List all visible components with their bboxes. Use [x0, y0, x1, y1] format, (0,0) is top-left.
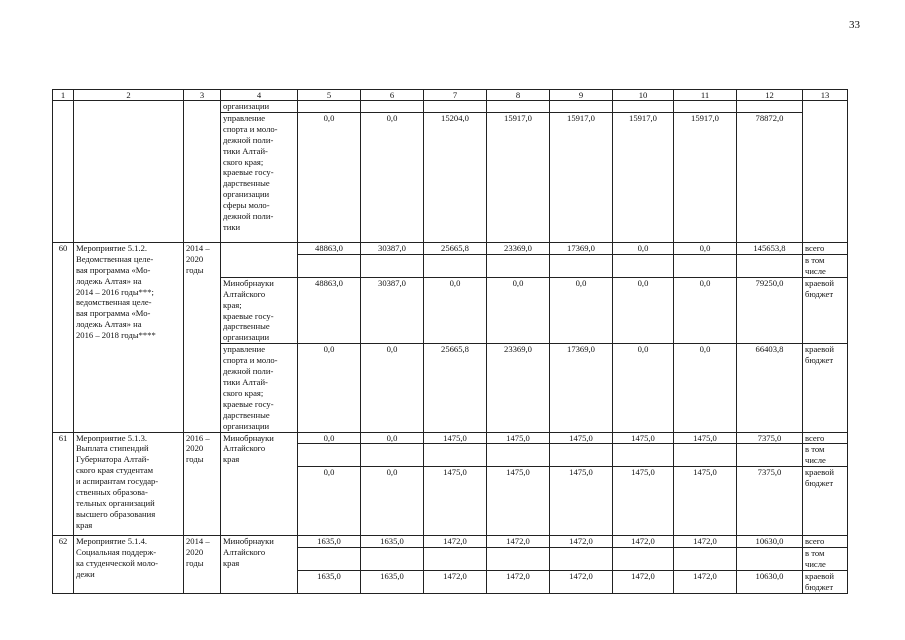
cont-empty-8	[487, 101, 550, 113]
cont-title	[74, 101, 184, 243]
cont-empty-11	[674, 101, 737, 113]
row-61-total-col8: 1475,0	[487, 432, 550, 444]
row-61-total-col7: 1475,0	[424, 432, 487, 444]
row-62-incl-empty-7	[424, 548, 487, 571]
cont-col5: 0,0	[298, 112, 361, 242]
row-61-budget-col8: 1475,0	[487, 467, 550, 536]
row-61-incl-empty-11	[674, 444, 737, 467]
cont-col8: 15917,0	[487, 112, 550, 242]
cont-empty-12	[737, 101, 803, 113]
row-61-num: 61	[53, 432, 74, 536]
row-62-title: Мероприятие 5.1.4. Социальная поддерж- ка студенческой моло- дежи	[74, 536, 184, 594]
header-col-1: 1	[53, 90, 74, 101]
cont-empty-7	[424, 101, 487, 113]
row-60-exec-blank	[221, 242, 298, 277]
row-61-incl-empty-12	[737, 444, 803, 467]
cont-num	[53, 101, 74, 243]
row-61-total-col5: 0,0	[298, 432, 361, 444]
row-60-sub-1-col5: 48863,0	[298, 277, 361, 343]
row-61-incl-empty-10	[613, 444, 674, 467]
row-62-incl-empty-10	[613, 548, 674, 571]
row-61-total-col10: 1475,0	[613, 432, 674, 444]
row-61-incl-empty-6	[361, 444, 424, 467]
row-61-budget-col6: 0,0	[361, 467, 424, 536]
row-62-incl-empty-5	[298, 548, 361, 571]
row-60-sub-2-col5: 0,0	[298, 344, 361, 432]
header-col-3: 3	[184, 90, 221, 101]
row-60-title: Мероприятие 5.1.2. Ведомственная целе- вая программа «Мо- лодежь Алтая» на 2014 – 2016 годы***; ведомственная целе- вая программа «Мо- лодежь Алтая» на 2016 – 2018 годы****	[74, 242, 184, 432]
header-col-4: 4	[221, 90, 298, 101]
row-60-sub-2-col12: 66403,8	[737, 344, 803, 432]
row-60-total-label: всего	[803, 242, 848, 254]
row-62-budget-col9: 1472,0	[550, 571, 613, 594]
row-60-incl-empty-5	[298, 254, 361, 277]
row-62-total-label: всего	[803, 536, 848, 548]
row-60-sub-2-col9: 17369,0	[550, 344, 613, 432]
header-col-10: 10	[613, 90, 674, 101]
row-62-incl-empty-6	[361, 548, 424, 571]
row-62-incl-label: в том числе	[803, 548, 848, 571]
cont-col13	[803, 101, 848, 243]
row-62-budget-col12: 10630,0	[737, 571, 803, 594]
cont-col12: 78872,0	[737, 112, 803, 242]
row-61-budget-col7: 1475,0	[424, 467, 487, 536]
row-60-total-col11: 0,0	[674, 242, 737, 254]
row-61-total-col9: 1475,0	[550, 432, 613, 444]
row-62-total-col10: 1472,0	[613, 536, 674, 548]
cont-row-label	[53, 101, 848, 113]
row-61-incl-empty-8	[487, 444, 550, 467]
row-60-incl-empty-6	[361, 254, 424, 277]
cont-years	[184, 101, 221, 243]
row-62-total-col9: 1472,0	[550, 536, 613, 548]
row-60-total	[53, 242, 848, 254]
budget-table	[52, 89, 848, 594]
row-60-sub-2-col6: 0,0	[361, 344, 424, 432]
row-60-incl-empty-7	[424, 254, 487, 277]
row-62-total-col12: 10630,0	[737, 536, 803, 548]
row-60-sub-2-col8: 23369,0	[487, 344, 550, 432]
row-62-incl-empty-12	[737, 548, 803, 571]
row-60-incl-label: в том числе	[803, 254, 848, 277]
row-60-sub-2-col11: 0,0	[674, 344, 737, 432]
row-60-total-col12: 145653,8	[737, 242, 803, 254]
row-61-total-label: всего	[803, 432, 848, 444]
row-61-total-col12: 7375,0	[737, 432, 803, 444]
row-62-executor: Минобрнауки Алтайского края	[221, 536, 298, 594]
row-60-sub-1-col7: 0,0	[424, 277, 487, 343]
row-60-sub-1-col8: 0,0	[487, 277, 550, 343]
row-61-total-col11: 1475,0	[674, 432, 737, 444]
row-62-total	[53, 536, 848, 548]
row-62-budget-col5: 1635,0	[298, 571, 361, 594]
cont-empty-5	[298, 101, 361, 113]
header-col-8: 8	[487, 90, 550, 101]
row-62-budget-col6: 1635,0	[361, 571, 424, 594]
header-col-11: 11	[674, 90, 737, 101]
row-61-incl-empty-5	[298, 444, 361, 467]
header-col-5: 5	[298, 90, 361, 101]
row-60-sub-1-col6: 30387,0	[361, 277, 424, 343]
row-60-total-col7: 25665,8	[424, 242, 487, 254]
row-60-sub-1-col11: 0,0	[674, 277, 737, 343]
row-61-title: Мероприятие 5.1.3. Выплата стипендий Губернатора Алтай- ского края студентам и аспирантам государ- ственных образова- тельных организаций высшего образования края	[74, 432, 184, 536]
row-61-incl-empty-9	[550, 444, 613, 467]
row-60-total-col9: 17369,0	[550, 242, 613, 254]
row-62-total-col8: 1472,0	[487, 536, 550, 548]
row-62-incl-empty-11	[674, 548, 737, 571]
row-62-total-col6: 1635,0	[361, 536, 424, 548]
row-61-budget-col9: 1475,0	[550, 467, 613, 536]
row-62-total-col5: 1635,0	[298, 536, 361, 548]
row-60-sub-2-source: краевой бюджет	[803, 344, 848, 432]
row-61-years: 2016 – 2020 годы	[184, 432, 221, 536]
row-60-total-col5: 48863,0	[298, 242, 361, 254]
row-61-budget-col12: 7375,0	[737, 467, 803, 536]
row-60-incl-empty-12	[737, 254, 803, 277]
row-60-sub-1-executor: Минобрнауки Алтайского края; краевые госу- дарственные организации	[221, 277, 298, 343]
row-62-budget-col7: 1472,0	[424, 571, 487, 594]
row-62-budget-col10: 1472,0	[613, 571, 674, 594]
cont-col6: 0,0	[361, 112, 424, 242]
row-60-sub-2-executor: управление спорта и моло- дежной поли- тики Алтай- ского края; краевые госу- дарственные организации	[221, 344, 298, 432]
cont-empty-9	[550, 101, 613, 113]
cont-org-label: организации	[221, 101, 298, 113]
row-60-sub-2-col10: 0,0	[613, 344, 674, 432]
cont-col9: 15917,0	[550, 112, 613, 242]
row-62-budget-col11: 1472,0	[674, 571, 737, 594]
row-62-incl-empty-9	[550, 548, 613, 571]
row-60-sub-1-col9: 0,0	[550, 277, 613, 343]
cont-empty-10	[613, 101, 674, 113]
row-60-incl-empty-9	[550, 254, 613, 277]
row-62-num: 62	[53, 536, 74, 594]
cont-col11: 15917,0	[674, 112, 737, 242]
row-61-incl-empty-7	[424, 444, 487, 467]
cont-empty-6	[361, 101, 424, 113]
row-62-budget-col8: 1472,0	[487, 571, 550, 594]
row-60-total-col10: 0,0	[613, 242, 674, 254]
row-62-years: 2014 – 2020 годы	[184, 536, 221, 594]
row-60-num: 60	[53, 242, 74, 432]
cont-executor: управление спорта и моло- дежной поли- тики Алтай- ского края; краевые госу- дарственные организации сферы моло- дежной поли- тики	[221, 112, 298, 242]
row-60-years: 2014 – 2020 годы	[184, 242, 221, 432]
row-61-budget-col11: 1475,0	[674, 467, 737, 536]
row-60-total-col8: 23369,0	[487, 242, 550, 254]
header-row	[53, 90, 848, 101]
row-62-incl-empty-8	[487, 548, 550, 571]
header-col-7: 7	[424, 90, 487, 101]
row-60-total-col6: 30387,0	[361, 242, 424, 254]
row-61-budget-col10: 1475,0	[613, 467, 674, 536]
header-col-13: 13	[803, 90, 848, 101]
row-62-total-col11: 1472,0	[674, 536, 737, 548]
header-col-12: 12	[737, 90, 803, 101]
row-62-source: краевой бюджет	[803, 571, 848, 594]
row-61-total	[53, 432, 848, 444]
row-60-incl-empty-10	[613, 254, 674, 277]
cont-col10: 15917,0	[613, 112, 674, 242]
row-62-total-col7: 1472,0	[424, 536, 487, 548]
header-col-9: 9	[550, 90, 613, 101]
row-60-sub-2-col7: 25665,8	[424, 344, 487, 432]
row-60-incl-empty-11	[674, 254, 737, 277]
page-number: 33	[849, 19, 860, 31]
row-61-executor: Минобрнауки Алтайского края	[221, 432, 298, 536]
header-col-6: 6	[361, 90, 424, 101]
row-60-sub-1-col10: 0,0	[613, 277, 674, 343]
row-61-total-col6: 0,0	[361, 432, 424, 444]
row-61-source: краевой бюджет	[803, 467, 848, 536]
row-61-budget-col5: 0,0	[298, 467, 361, 536]
row-60-sub-1-col12: 79250,0	[737, 277, 803, 343]
header-col-2: 2	[74, 90, 184, 101]
cont-col7: 15204,0	[424, 112, 487, 242]
row-60-sub-1-source: краевой бюджет	[803, 277, 848, 343]
row-60-incl-empty-8	[487, 254, 550, 277]
row-61-incl-label: в том числе	[803, 444, 848, 467]
